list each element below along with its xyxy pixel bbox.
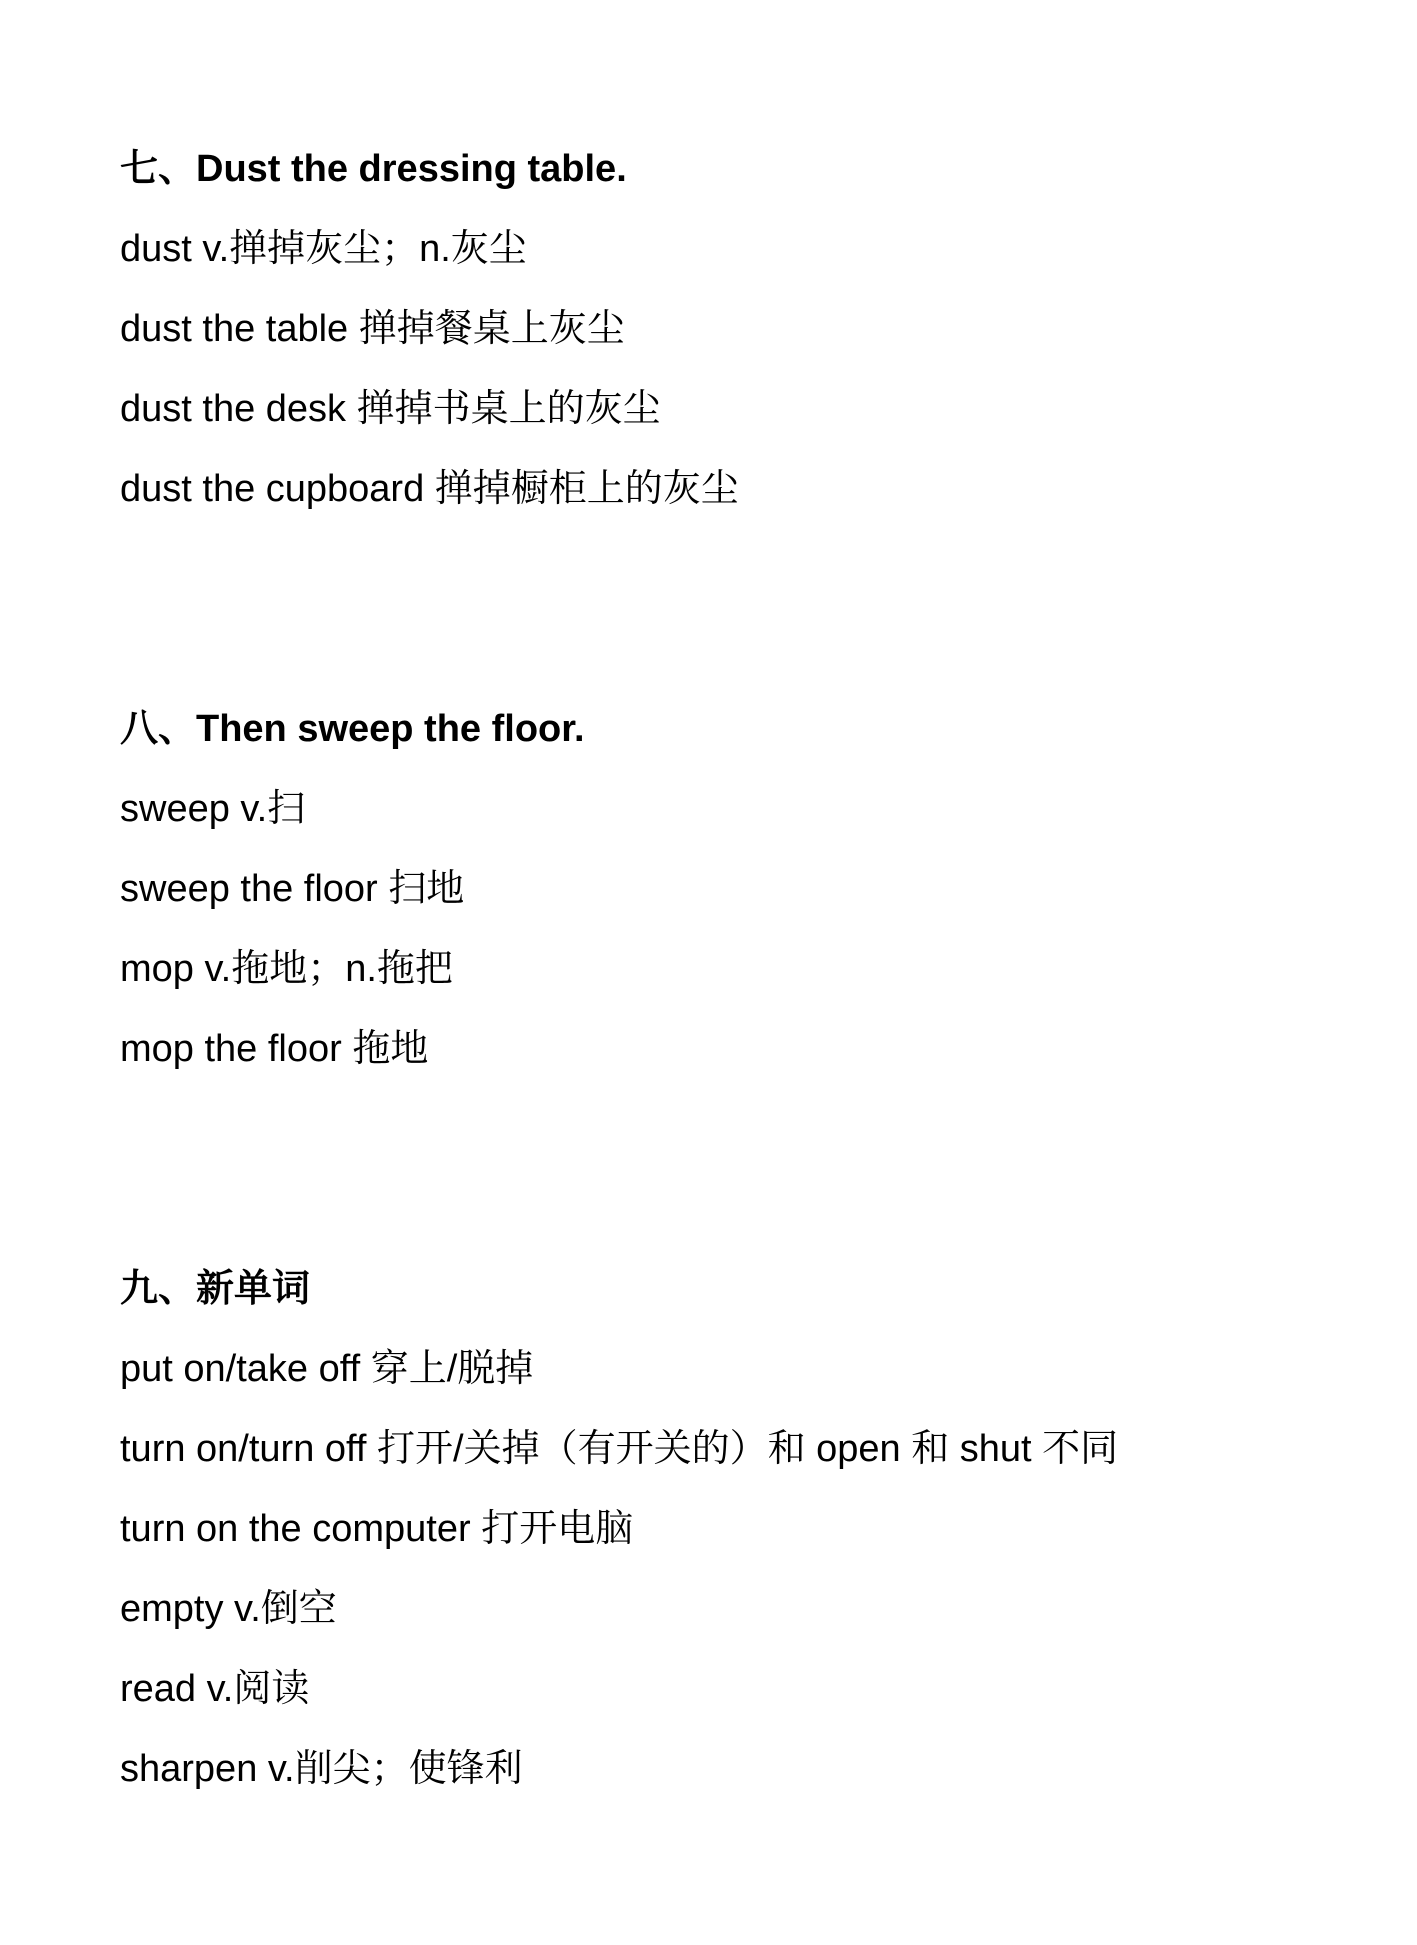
section-dust: [120, 129, 1330, 529]
section-heading: 七、Dust the dressing table.: [120, 148, 627, 190]
vocab-line: read v.阅读: [120, 1668, 310, 1710]
document-page: [120, 129, 1330, 1809]
section-new-words: [120, 1249, 1330, 1809]
vocab-line: mop v.拖地；n.拖把: [120, 948, 453, 990]
section-spacer: [120, 529, 1330, 689]
section-heading: 八、Then sweep the floor.: [120, 708, 585, 750]
section-sweep: [120, 689, 1330, 1089]
section-heading: 九、新单词: [120, 1268, 311, 1310]
vocab-line: sweep v.扫: [120, 788, 306, 830]
vocab-line: put on/take off 穿上/脱掉: [120, 1348, 534, 1390]
vocab-line: empty v.倒空: [120, 1588, 337, 1630]
vocab-line: sweep the floor 扫地: [120, 868, 465, 910]
vocab-line: dust the desk 掸掉书桌上的灰尘: [120, 388, 661, 430]
vocab-line: turn on the computer 打开电脑: [120, 1508, 634, 1550]
vocab-line: sharpen v.削尖；使锋利: [120, 1748, 523, 1790]
vocab-line: dust the cupboard 掸掉橱柜上的灰尘: [120, 468, 739, 510]
vocab-line: mop the floor 拖地: [120, 1028, 429, 1070]
vocab-line: turn on/turn off 打开/关掉（有开关的）和 open 和 shut 不同: [120, 1428, 1119, 1470]
section-spacer: [120, 1089, 1330, 1249]
vocab-line: dust v.掸掉灰尘；n.灰尘: [120, 228, 527, 270]
vocab-line: dust the table 掸掉餐桌上灰尘: [120, 308, 625, 350]
